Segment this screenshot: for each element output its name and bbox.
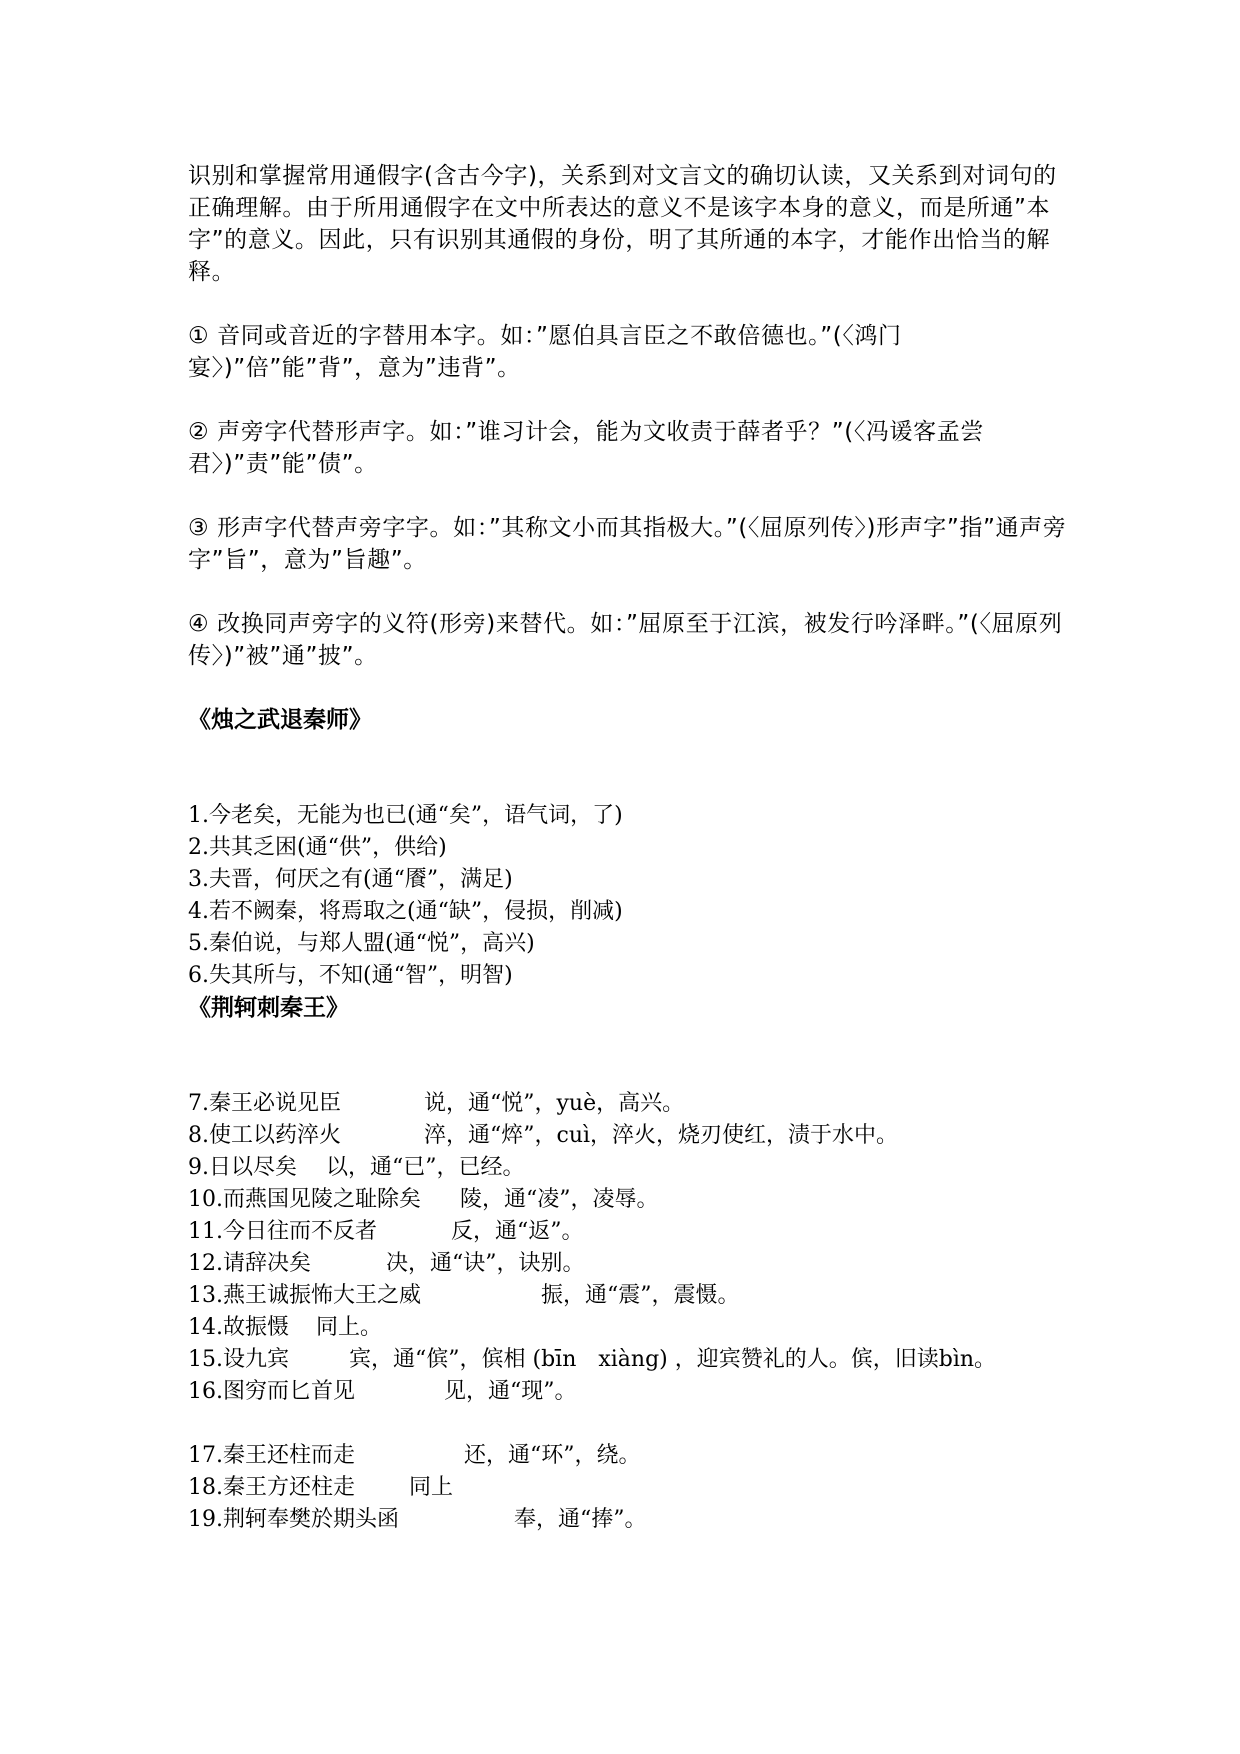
rule-1: ① 音同或音近的字替用本字。如：”愿伯具言臣之不敢倍德也。”(〈鸿门宴〉)”倍”能”背”，意为”违背”。 (188, 323, 902, 381)
list-item (188, 1216, 1068, 1248)
item-note: 宾，通“傧”，傧相 (bīn xiàng) ，迎宾赞礼的人。傧，旧读bìn。 (349, 1347, 997, 1372)
list-item (188, 1120, 1068, 1152)
item-sentence: 18.秦王方还柱走 (188, 1475, 355, 1500)
list-item (188, 1184, 1068, 1216)
list-item (188, 1344, 1068, 1376)
section-title-jing-ke: 《荆轲刺秦王》 (188, 995, 349, 1021)
section2-list (188, 1088, 1068, 1536)
rule-4: ④ 改换同声旁字的义符(形旁)来替代。如：”屈原至于江滨，被发行吟泽畔。”(〈屈原列传〉)”被”通”披”。 (188, 611, 1063, 669)
item-sentence: 8.使工以药淬火 (188, 1123, 341, 1148)
item-sentence: 10.而燕国见陵之耻除矣 (188, 1187, 421, 1212)
list-item (188, 1248, 1068, 1280)
list-item (188, 1376, 1068, 1408)
item-note: 说，通“悦”，yuè，高兴。 (424, 1091, 685, 1116)
item-note: 还，通“环”，绕。 (464, 1443, 641, 1468)
item-sentence: 13.燕王诚振怖大王之威 (188, 1283, 421, 1308)
list-item: 2.共其乏困(通“供”，供给) (188, 835, 447, 860)
item-sentence: 15.设九宾 (188, 1347, 289, 1372)
item-note: 以，通“已”，已经。 (326, 1155, 525, 1180)
item-sentence: 7.秦王必说见臣 (188, 1091, 341, 1116)
document-page (188, 160, 1068, 1536)
list-item (188, 1312, 1068, 1344)
list-item (188, 1472, 1068, 1504)
item-note: 振，通“震”，震慑。 (541, 1283, 740, 1308)
item-note: 决，通“诀”，诀别。 (386, 1251, 585, 1276)
item-sentence: 19.荆轲奉樊於期头函 (188, 1507, 399, 1532)
item-note: 同上 (409, 1475, 454, 1500)
section-title-zhu-zhi-wu: 《烛之武退秦师》 (188, 707, 372, 733)
item-note: 淬，通“焠”，cuì，淬火，烧刃使红，渍于水中。 (424, 1123, 899, 1148)
intro-paragraph: 识别和掌握常用通假字(含古今字)，关系到对文言文的确切认读，又关系到对词句的正确理解。由于所用通假字在文中所表达的意义不是该字本身的意义，而是所通”本字”的意义。因此，只有识别其通假的身份，明了其所通的本字，才能作出恰当的解释。 (188, 163, 1057, 285)
list-item (188, 1088, 1068, 1120)
list-item: 6.失其所与，不知(通“智”，明智) (188, 963, 513, 988)
list-item (188, 1504, 1068, 1536)
item-sentence: 9.日以尽矣 (188, 1155, 297, 1180)
list-item: 5.秦伯说，与郑人盟(通“悦”，高兴) (188, 931, 535, 956)
rule-3: ③ 形声字代替声旁字字。如：”其称文小而其指极大。”(〈屈原列传〉)形声字”指”通声旁字”旨”，意为”旨趣”。 (188, 515, 1067, 573)
list-item: 3.夫晋，何厌之有(通“餍”，满足) (188, 867, 513, 892)
item-sentence: 14.故振慑 (188, 1315, 289, 1340)
list-item: 1.今老矣，无能为也已(通“矣”，语气词，了) (188, 803, 623, 828)
item-sentence: 12.请辞决矣 (188, 1251, 311, 1276)
list-item: 4.若不阙秦，将焉取之(通“缺”，侵损，削减) (188, 899, 623, 924)
item-note: 奉，通“捧”。 (514, 1507, 647, 1532)
list-item (188, 1280, 1068, 1312)
list-item (188, 1152, 1068, 1184)
section1-list (188, 800, 1068, 992)
item-note: 反，通“返”。 (451, 1219, 584, 1244)
list-item (188, 1440, 1068, 1472)
rule-2: ② 声旁字代替形声字。如：”谁习计会，能为文收责于薛者乎？”(〈冯谖客孟尝君〉)”责”能”债”。 (188, 419, 984, 477)
item-note: 陵，通“凌”，凌辱。 (460, 1187, 659, 1212)
item-sentence: 17.秦王还柱而走 (188, 1443, 355, 1468)
item-sentence: 16.图穷而匕首见 (188, 1379, 355, 1404)
item-note: 见，通“现”。 (444, 1379, 577, 1404)
item-sentence: 11.今日往而不反者 (188, 1219, 377, 1244)
item-note: 同上。 (316, 1315, 383, 1340)
